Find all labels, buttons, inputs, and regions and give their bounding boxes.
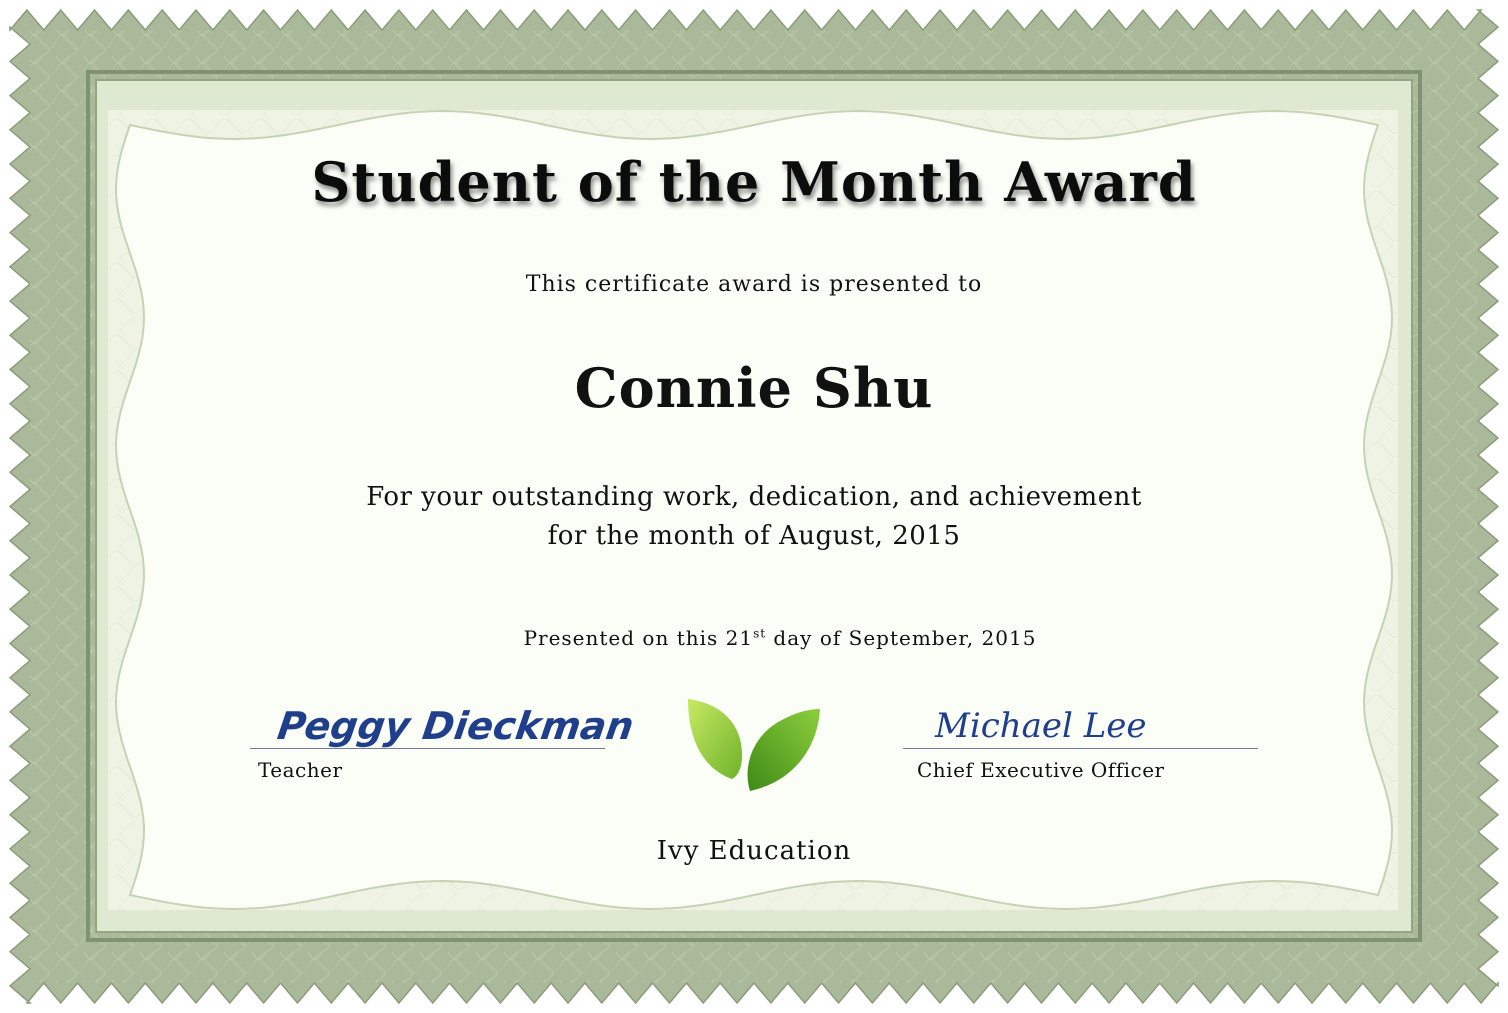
- leaf-right-icon: [748, 709, 820, 791]
- teacher-signature: Peggy Dieckman: [274, 704, 637, 748]
- leaf-left-icon: [688, 699, 742, 779]
- organization-name: Ivy Education: [656, 836, 852, 866]
- leaves-icon: [680, 695, 830, 795]
- reason-line-2: for the month of August, 2015: [547, 521, 961, 551]
- ceo-signature-line: [903, 748, 1258, 749]
- ceo-signature: Michael Lee: [935, 706, 1147, 746]
- presented-ordinal: st: [753, 626, 767, 641]
- recipient-name: Connie Shu: [574, 356, 934, 420]
- presented-date: [26, 626, 1508, 650]
- teacher-role: Teacher: [258, 758, 343, 782]
- award-reason: [0, 478, 1508, 556]
- reason-line-1: For your outstanding work, dedication, and achievement: [366, 482, 1142, 512]
- ceo-role: Chief Executive Officer: [917, 758, 1165, 782]
- presented-suffix: day of September, 2015: [766, 626, 1037, 650]
- presented-to-text: This certificate award is presented to: [525, 272, 983, 297]
- teacher-signature-line: [250, 748, 605, 749]
- presented-prefix: Presented on this 21: [523, 626, 754, 650]
- certificate-title: Student of the Month Award: [311, 150, 1197, 214]
